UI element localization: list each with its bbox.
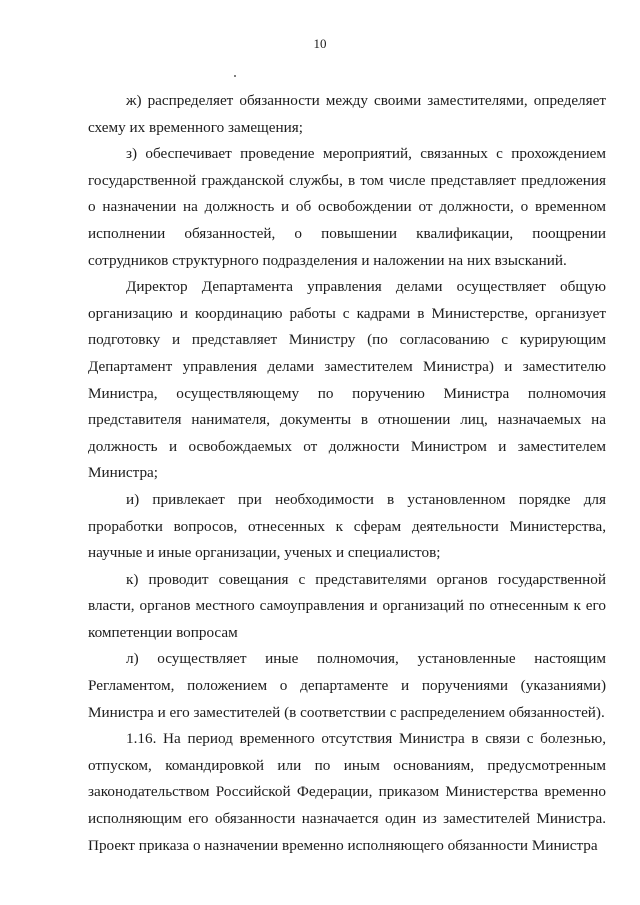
paragraph-k: к) проводит совещания с представителями органов государственной власти, органов местного самоуправления и организаций по отнесенным к его компетенции вопросам: [88, 570, 606, 641]
paragraph-director: Директор Департамента управления делами осуществляет общую организацию и координацию работы с кадрами в Министерстве, организует подготовку и представляет Министру (по согласованию с курирующим Департамент управления делами заместителем Министра) и заместителю Министра, осуществляющему по поручению Министра полномочия представителя нанимателя, документы в отношении лиц, назначаемых на должность и освобождаемых от должности Министром и заместителем Министра;: [88, 278, 606, 482]
paragraph-z: з) обеспечивает проведение мероприятий, связанных с прохождением государственной гражданской службы, в том числе представляет предложения о назначении на должность и об освобождении от должности, о временном исполнении обязанностей, о повышении квалификации, поощрении сотрудников структурного подразделения и наложении на них взысканий.: [88, 145, 606, 269]
scan-speck: [234, 75, 236, 77]
paragraph-1-16: 1.16. На период временного отсутствия Министра в связи с болезнью, отпуском, командировкой или по иным основаниям, предусмотренным законодательством Российской Федерации, приказом Министерства временно исполняющим его обязанности назначается один из заместителей Министра. Проект приказа о назначении временно исполняющего обязанности Министра: [88, 730, 606, 854]
paragraph-zh: ж) распределяет обязанности между своими заместителями, определяет схему их временного замещения;: [88, 92, 606, 136]
paragraph-l: л) осуществляет иные полномочия, установленные настоящим Регламентом, положением о департаменте и поручениями (указаниями) Министра и его заместителей (в соответствии с распределением обязанностей).: [88, 650, 606, 721]
page-number: 10: [313, 36, 327, 51]
paragraph-i: и) привлекает при необходимости в установленном порядке для проработки вопросов, отнесенных к сферам деятельности Министерства, научные и иные организации, ученых и специалистов;: [88, 490, 606, 562]
document-body: [88, 88, 606, 859]
